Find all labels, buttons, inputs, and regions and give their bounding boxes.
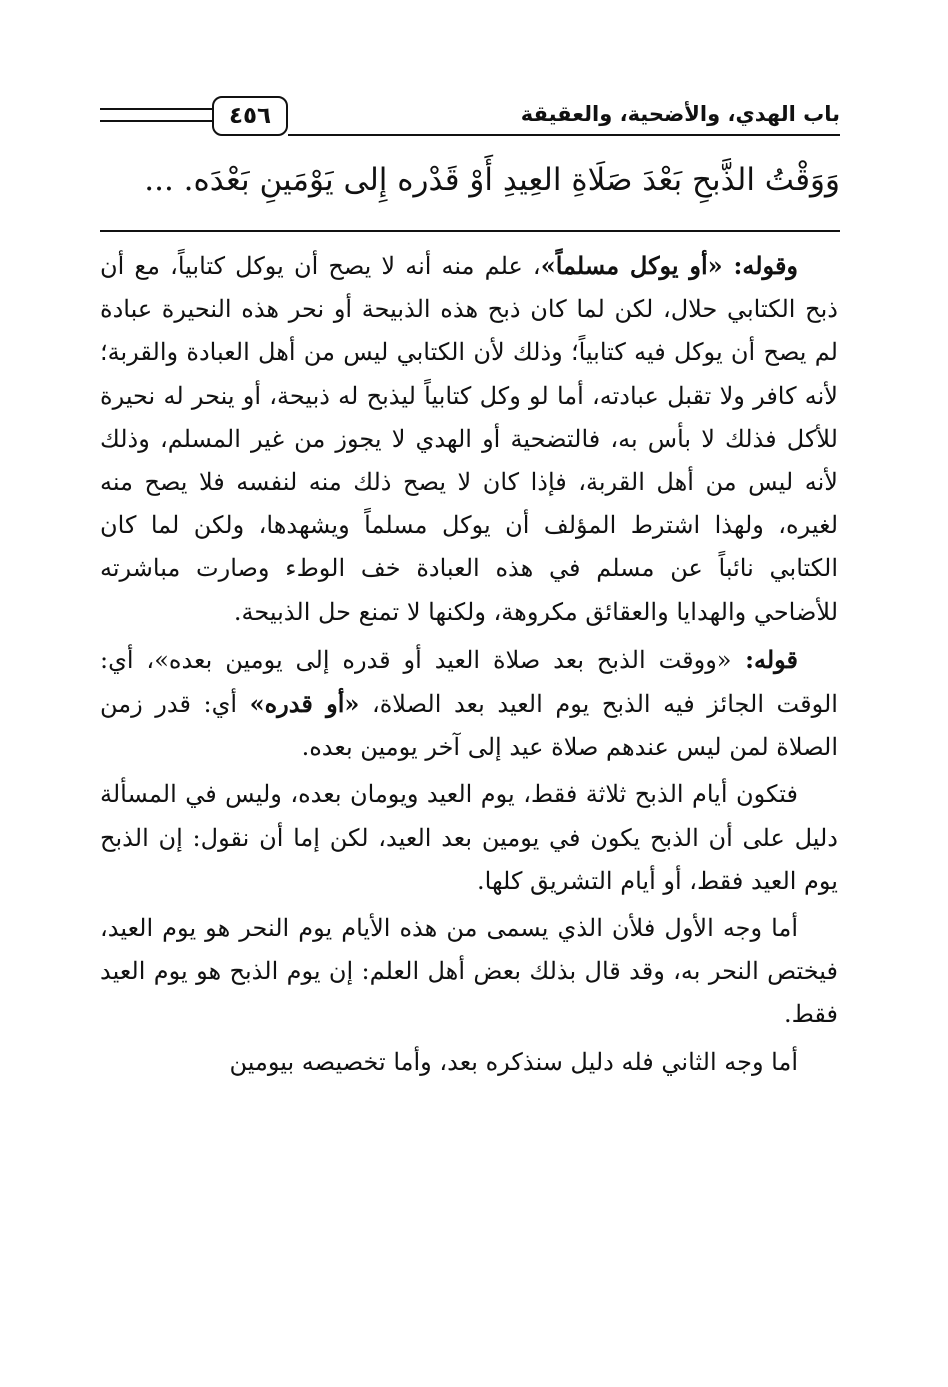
page-number: ٤٥٦ bbox=[212, 96, 288, 136]
paragraph-1 bbox=[100, 244, 838, 634]
paragraph-lead: قوله: bbox=[731, 644, 799, 674]
paragraph-3: فتكون أيام الذبح ثلاثة فقط، يوم العيد ويومان بعده، وليس في المسألة دليل على أن الذبح يكون في يومين بعد العيد، لكن إما أن نقول: إن الذبح يوم العيد فقط، أو أيام التشريق كلها. bbox=[100, 780, 838, 895]
quoted-matn: «أو يوكل مسلماً» bbox=[540, 251, 723, 280]
paragraph-text: ، أي: الوقت الجائز فيه الذبح يوم العيد بعد الصلاة، bbox=[100, 645, 838, 719]
matn-divider bbox=[100, 230, 840, 232]
paragraph-lead: وقوله: bbox=[722, 251, 799, 280]
header-rule bbox=[288, 134, 840, 136]
matn-text: وَوَقْتُ الذَّبحِ بَعْدَ صَلَاةِ العِيدِ أَوْ قَدْره إِلى يَوْمَينِ بَعْدَه. ... bbox=[144, 162, 840, 198]
quoted-matn: «ووقت الذبح بعد صلاة العيد أو قدره إلى يومين بعده» bbox=[154, 645, 732, 674]
quoted-matn: «أو قدره» bbox=[249, 689, 360, 719]
header-double-rule bbox=[100, 108, 212, 122]
commentary-body bbox=[100, 244, 838, 1088]
chapter-title: باب الهدي، والأضحية، والعقيقة bbox=[520, 102, 840, 126]
paragraph-text: ، علم منه أنه لا يصح أن يوكل كتابياً، مع أن ذبح الكتابي حلال، لكن لما كان ذبح هذه الذبيحة أو نحر هذه النحيرة عبادة لم يصح أن يوكل فيه كتابياً؛ وذلك لأن الكتابي ليس من أهل العبادة والقربة؛ لأنه كافر ولا تقبل عبادته، أما لو وكل كتابياً ليذبح له ذبيحة، أو ينحر له نحيرة للأكل فذلك لا بأس به، فالتضحية أو الهدي لا يجوز من غير المسلم، وذلك لأنه ليس من أهل القربة، فإذا كان لا يصح ذلك منه لنفسه فلا يصح منه لغيره، ولهذا اشترط المؤلف أن يوكل مسلماً ويشهدها، ولكن لما كان الكتابي نائباً عن مسلم في هذه العبادة خف الوطء وصارت مباشرته للأضاحي والهدايا والعقائق مكروهة، ولكنها لا تمنع حل الذبيحة. bbox=[100, 252, 838, 626]
paragraph-4: أما وجه الأول فلأن الذي يسمى من هذه الأيام يوم النحر هو يوم العيد، فيختص النحر به، وقد قال بذلك بعض أهل العلم: إن يوم الذبح هو يوم العيد فقط. bbox=[100, 914, 838, 1029]
paragraph-2 bbox=[100, 638, 838, 770]
paragraph-text: أي: قدر زمن الصلاة لمن ليس عندهم صلاة عيد إلى آخر يومين بعده. bbox=[100, 690, 838, 762]
running-header bbox=[100, 96, 840, 140]
paragraph-5: أما وجه الثاني فله دليل سنذكره بعد، وأما تخصيصه بيومين bbox=[229, 1047, 798, 1076]
